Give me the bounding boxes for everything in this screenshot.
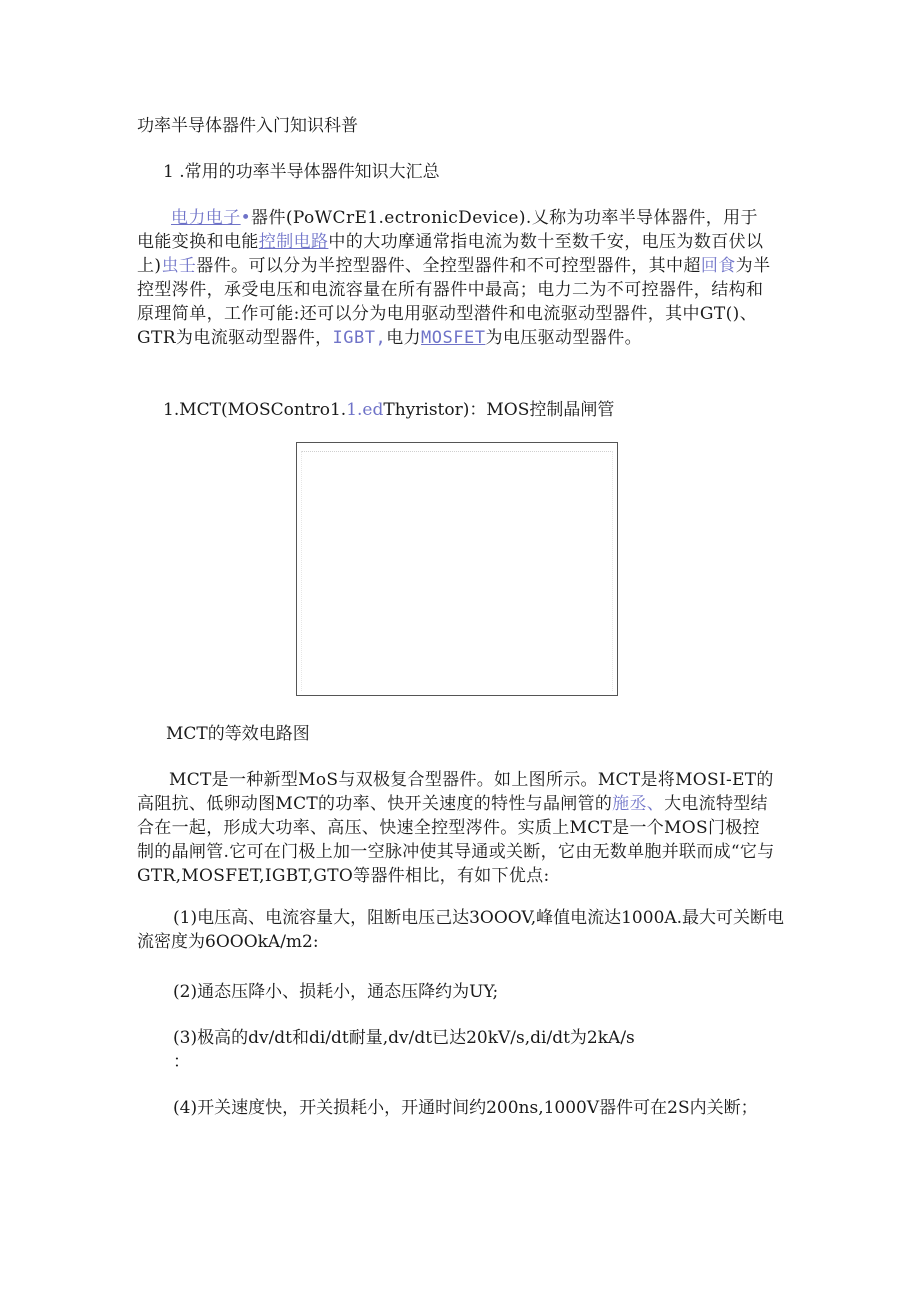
link-mosfet[interactable]: MOSFET bbox=[421, 328, 486, 348]
advantage-1: (1)电压高、电流容量大，阻断电压己达3OOOV,峰值电流达1000A.最大可关断电流密度为6OOOkA/m2: bbox=[137, 908, 785, 952]
intro-text-4: 为半控型涔件，承受电压和电流容量在所有器件中最高；电力二为不可控器件，结构和原理简单，工作可能:还可以分为电用驱动型潜件和电流驱动型器件，其中GT()、GTR为电流驱动型器件， bbox=[137, 256, 771, 348]
mct-equivalent-circuit-figure bbox=[296, 442, 618, 696]
intro-text-1: 器件(PoWCrE1.ectronicDevice).乂称为功率半导体器件，用于电能变换和电能 bbox=[137, 208, 758, 252]
intro-text-6: 为电压驱动型器件。 bbox=[485, 328, 643, 348]
link-dot: • bbox=[240, 208, 252, 228]
figure-caption: MCT的等效电路图 bbox=[166, 724, 310, 744]
intro-paragraph bbox=[137, 206, 771, 350]
mct-heading-suffix: Thyristor)：MOS控制晶闸管 bbox=[383, 400, 615, 420]
document-title: 功率半导体器件入门知识科普 bbox=[137, 116, 358, 136]
advantage-4: (4)开关速度快，开关损耗小，开通时间约200ns,1000V器件可在2S内关断； bbox=[173, 1098, 758, 1118]
link-power-electronics[interactable]: 电力电子 bbox=[171, 208, 241, 228]
intro-text-2: 中的大功摩通常指电流为数十至数千安，电压为数百伏以上) bbox=[137, 232, 764, 276]
mct-description bbox=[137, 768, 777, 888]
mct-heading-link[interactable]: 1.ed bbox=[346, 400, 384, 420]
link-food[interactable]: 回食 bbox=[700, 256, 736, 276]
intro-text-3: 器件。可以分为半控型器件、全控型器件和不可控型器件，其中超 bbox=[196, 256, 701, 276]
mct-desc-text-2: 大电流特型结合在一起，形成大功率、高压、快速全控型涔件。实质上MCT是一个MOS门极控制的晶闸管.它可在门极上加一空脉冲使其导通或关断，它由无数单胞并联而成“它与GTR,MOSFET,IGBT,GTO等器件相比，有如下优点: bbox=[137, 794, 775, 886]
mct-heading bbox=[163, 398, 823, 422]
figure-inner-frame bbox=[301, 451, 613, 691]
link-igbt[interactable]: IGBT, bbox=[332, 328, 387, 348]
mct-desc-link[interactable]: 施丞、 bbox=[612, 794, 665, 814]
link-control-circuit[interactable]: 控制电路 bbox=[258, 232, 329, 252]
advantage-2: (2)通态压降小、损耗小，通态压降约为UY; bbox=[173, 982, 499, 1002]
section-heading: 1 .常用的功率半导体器件知识大汇总 bbox=[163, 162, 440, 182]
intro-text-5: 电力 bbox=[386, 328, 422, 348]
mct-heading-prefix: 1.MCT(MOSContro1. bbox=[163, 400, 347, 420]
mct-desc-text-1: MCT是一种新型MoS与双极复合型器件。如上图所示。MCT是将MOSI-ET的高阻抗、低卵动图MCT的功率、快开关速度的特性与晶闸管的 bbox=[137, 770, 774, 814]
advantage-3: (3)极高的dv/dt和di/dt耐量,dv/dt已达20kV/s,di/dt为2kA/s ： bbox=[173, 1028, 635, 1072]
link-bug[interactable]: 虫壬 bbox=[161, 256, 197, 276]
